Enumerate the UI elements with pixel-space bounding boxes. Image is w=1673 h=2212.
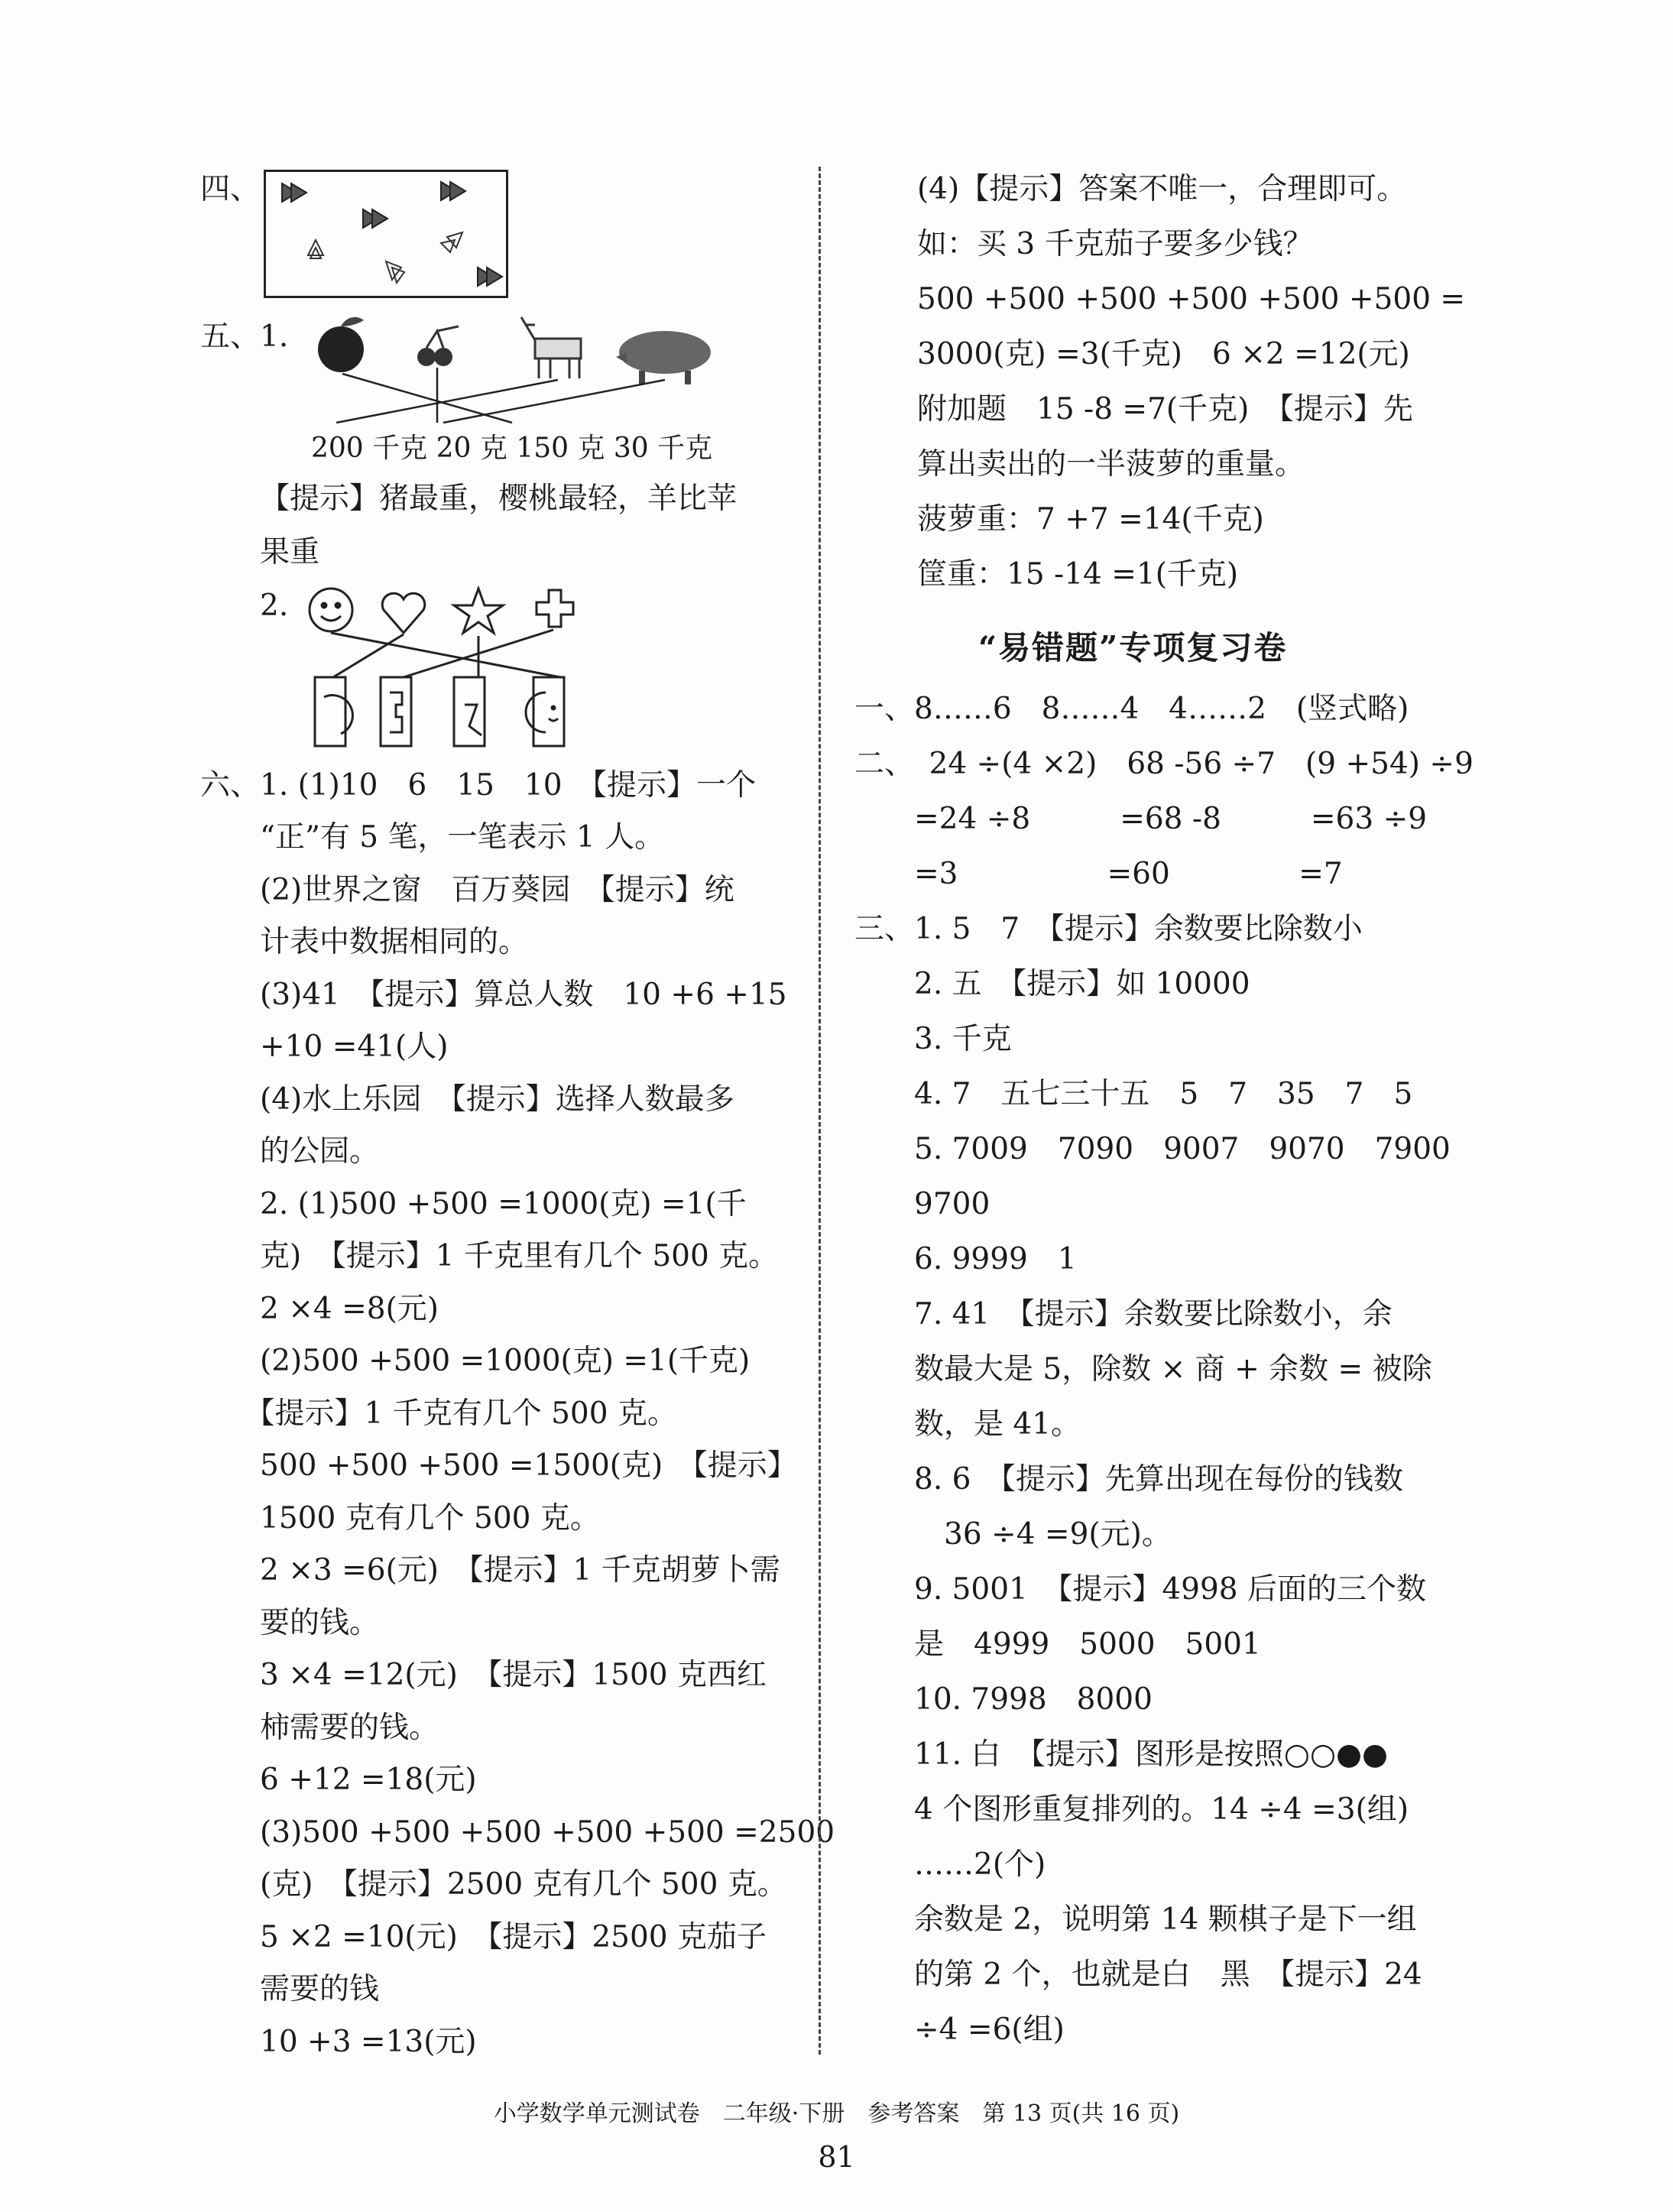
page-footer: 小学数学单元测试卷 二年级·下册 参考答案 第 13 页(共 16 页): [493, 2100, 1180, 2127]
right-top-line: 500 +500 +500 +500 +500 +500 =: [917, 282, 1466, 316]
right-line: =3 =60 =7: [854, 857, 1343, 891]
q4-label: 四、: [200, 172, 261, 206]
right-line: 11. 白 【提示】图形是按照○○●●: [854, 1737, 1389, 1772]
right-line: 4 个图形重复排列的。14 ÷4 =3(组): [854, 1792, 1409, 1827]
q5-hint-line-2: 果重: [260, 535, 320, 569]
right-line: 5. 7009 7090 9007 9070 7900: [854, 1132, 1451, 1166]
right-line: 4. 7 五七三十五 5 7 35 7 5: [854, 1077, 1413, 1111]
apple-icon: [318, 317, 364, 372]
right-top-line: (4)【提示】答案不唯一，合理即可。: [917, 172, 1407, 206]
left-line: 的公园。: [200, 1134, 380, 1169]
left-line: (4)水上乐园 【提示】选择人数最多: [200, 1082, 734, 1117]
column-divider: [819, 167, 821, 2055]
right-line: ÷4 =6(组): [854, 2013, 1065, 2047]
right-top-line: 算出卖出的一半菠萝的重量。: [917, 447, 1305, 482]
left-line: 2. (1)500 +500 =1000(克) =1(千: [200, 1187, 747, 1221]
right-line: 二、 24 ÷(4 ×2) 68 -56 ÷7 (9 +54) ÷9: [854, 747, 1474, 781]
left-line: 1500 克有几个 500 克。: [200, 1501, 600, 1536]
left-line: (3)41 【提示】算总人数 10 +6 +15: [200, 978, 787, 1012]
left-line: 10 +3 =13(元): [200, 2025, 477, 2059]
right-line: 9700: [854, 1187, 991, 1221]
left-line: 【提示】1 千克有几个 500 克。: [200, 1396, 677, 1431]
left-line: 需要的钱: [200, 1972, 380, 2006]
right-line: 3. 千克: [854, 1022, 1012, 1056]
left-line: (2)500 +500 =1000(克) =1(千克): [200, 1344, 751, 1378]
section-title: “易错题”专项复习卷: [978, 629, 1288, 667]
right-line: 数最大是 5，除数 × 商 + 余数 = 被除: [854, 1352, 1432, 1387]
q5-2-shape-matching-figure: [304, 582, 587, 751]
right-line: 9. 5001 【提示】4998 后面的三个数: [854, 1572, 1427, 1607]
right-top-line: 如：买 3 千克茄子要多少钱？: [917, 227, 1313, 261]
page-number: 81: [818, 2140, 855, 2174]
right-top-line: 3000(克) =3(千克) 6 ×2 =12(元): [917, 337, 1410, 371]
heart-icon: [382, 593, 425, 633]
q5-2-label: 2.: [260, 589, 289, 623]
q4-arrow-figure: [264, 170, 508, 298]
left-line: 5 ×2 =10(元) 【提示】2500 克茄子: [200, 1920, 767, 1954]
q5-matching-figure: [306, 310, 734, 439]
left-line: +10 =41(人): [200, 1030, 449, 1064]
right-top-line: 筐重：15 -14 =1(千克): [917, 557, 1239, 592]
pig-icon: [616, 331, 711, 384]
left-line: 柿需要的钱。: [200, 1711, 439, 1745]
right-line: 2. 五 【提示】如 10000: [854, 967, 1250, 1001]
right-top-line: 菠萝重：7 +7 =14(千克): [917, 502, 1264, 537]
left-line: (2)世界之窗 百万葵园 【提示】统: [200, 873, 734, 907]
right-line: 三、1. 5 7 【提示】余数要比除数小: [854, 912, 1363, 946]
goat-icon: [521, 317, 581, 378]
smiley-icon: [310, 589, 352, 631]
left-line: (克) 【提示】2500 克有几个 500 克。: [200, 1867, 787, 1902]
left-line: 500 +500 +500 =1500(克) 【提示】: [200, 1448, 797, 1483]
right-line: 余数是 2，说明第 14 颗棋子是下一组: [854, 1902, 1417, 1937]
right-line: =24 ÷8 =68 -8 =63 ÷9: [854, 802, 1428, 836]
right-line: 6. 9999 1: [854, 1242, 1077, 1276]
q5-hint-line-1: 【提示】猪最重，樱桃最轻，羊比苹: [260, 482, 738, 516]
right-line: ……2(个): [854, 1847, 1046, 1882]
left-line: 6 +12 =18(元): [200, 1763, 477, 1797]
left-line: 六、1. (1)10 6 15 10 【提示】一个: [200, 768, 757, 803]
left-line: 计表中数据相同的。: [200, 925, 529, 959]
left-line: 2 ×3 =6(元) 【提示】1 千克胡萝卜需: [200, 1553, 780, 1588]
right-line: 是 4999 5000 5001: [854, 1627, 1261, 1662]
q5-label: 五、1.: [200, 319, 289, 354]
cross-icon: [537, 590, 573, 627]
right-top-line: 附加题 15 -8 =7(千克) 【提示】先: [917, 392, 1413, 427]
right-line: 36 ÷4 =9(元)。: [854, 1517, 1172, 1552]
left-line: 3 ×4 =12(元) 【提示】1500 克西红: [200, 1658, 767, 1692]
left-line: 2 ×4 =8(元): [200, 1292, 439, 1326]
right-line: 7. 41 【提示】余数要比除数小，余: [854, 1297, 1393, 1331]
right-line: 8. 6 【提示】先算出现在每份的钱数: [854, 1462, 1403, 1497]
right-line: 数，是 41。: [854, 1407, 1081, 1442]
left-line: 克) 【提示】1 千克里有几个 500 克。: [200, 1239, 779, 1273]
right-line: 的第 2 个，也就是白 黑 【提示】24: [854, 1957, 1422, 1992]
star-icon: [454, 589, 503, 633]
q5-weights: 200 千克 20 克 150 克 30 千克: [311, 433, 713, 464]
right-line: 一、8……6 8……4 4……2 (竖式略): [854, 692, 1409, 726]
right-line: 10. 7998 8000: [854, 1682, 1153, 1717]
left-line: 要的钱。: [200, 1606, 380, 1640]
left-line: “正”有 5 笔，一笔表示 1 人。: [200, 820, 665, 855]
cherry-icon: [417, 326, 459, 366]
left-line: (3)500 +500 +500 +500 +500 =2500: [200, 1815, 835, 1850]
